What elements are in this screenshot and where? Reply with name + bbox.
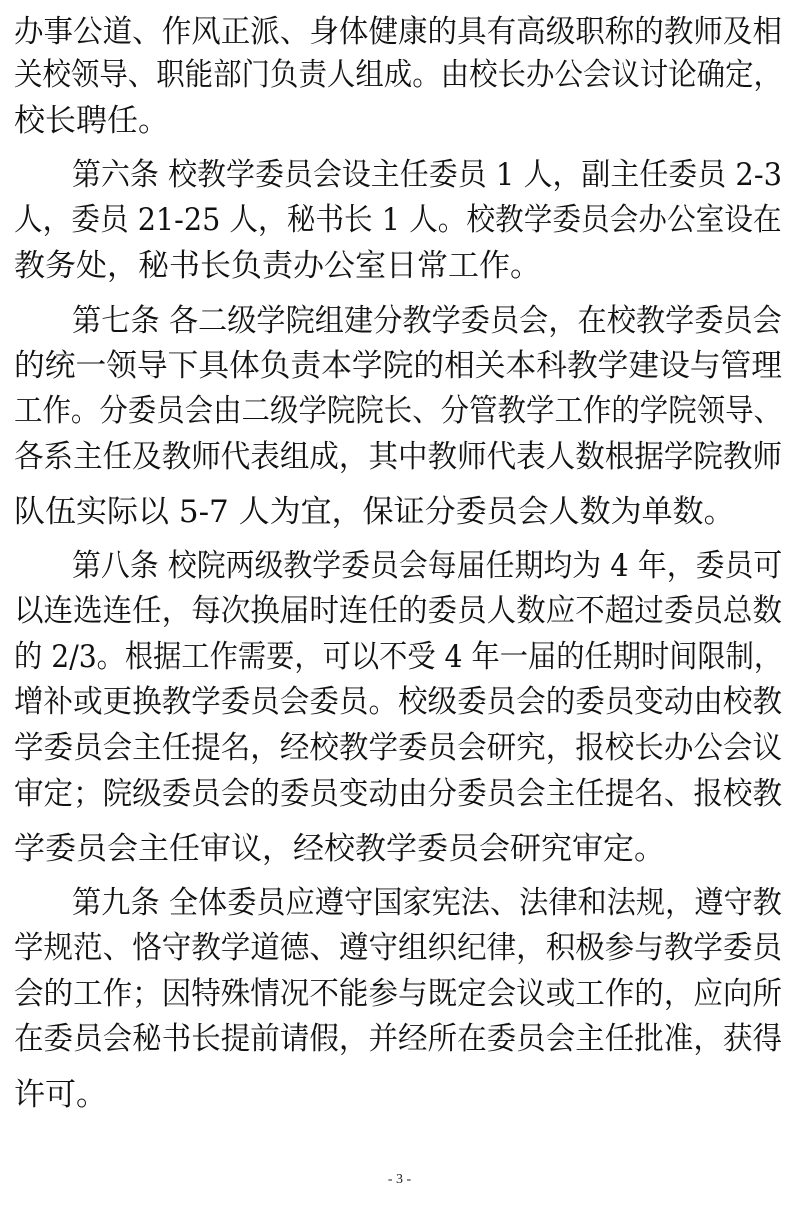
text-line: 关校领导、职能部门负责人组成。由校长办公会议讨论确定， bbox=[14, 57, 782, 93]
text-line: 学委员会主任审议，经校教学委员会研究审定。 bbox=[14, 831, 665, 867]
text-line: 队伍实际以 5-7 人为宜，保证分委员会人数为单数。 bbox=[14, 494, 735, 530]
page-number: - 3 - bbox=[387, 1172, 412, 1187]
text-line: 教务处，秘书长负责办公室日常工作。 bbox=[14, 248, 541, 284]
text-line: 学委员会主任提名，经校教学委员会研究，报校长办公会议 bbox=[14, 730, 782, 766]
text-line: 增补或更换教学委员会委员。校级委员会的委员变动由校教 bbox=[14, 684, 782, 720]
text-line: 会的工作；因特殊情况不能参与既定会议或工作的，应向所 bbox=[14, 976, 782, 1012]
text-line: 学规范、恪守教学道德、遵守组织纪律，积极参与教学委员 bbox=[14, 930, 782, 966]
text-line: 以连选连任，每次换届时连任的委员人数应不超过委员总数 bbox=[14, 593, 782, 629]
text-line: 的 2/3。根据工作需要，可以不受 4 年一届的任期时间限制， bbox=[14, 639, 783, 675]
text-line: 在委员会秘书长提前请假，并经所在委员会主任批准，获得 bbox=[14, 1021, 782, 1057]
text-line: 第九条 全体委员应遵守国家宪法、法律和法规，遵守教 bbox=[72, 885, 782, 921]
text-line: 许可。 bbox=[14, 1077, 107, 1113]
text-line: 的统一领导下具体负责本学院的相关本科教学建设与管理 bbox=[14, 348, 782, 384]
text-line: 第八条 校院两级教学委员会每届任期均为 4 年，委员可 bbox=[72, 548, 783, 584]
text-line: 第七条 各二级学院组建分教学委员会，在校教学委员会 bbox=[72, 303, 782, 339]
text-line: 校长聘任。 bbox=[14, 103, 169, 139]
text-line: 第六条 校教学委员会设主任委员 1 人，副主任委员 2-3 bbox=[72, 157, 783, 193]
text-line: 各系主任及教师代表组成，其中教师代表人数根据学院教师 bbox=[14, 439, 782, 475]
text-line: 工作。分委员会由二级学院院长、分管教学工作的学院领导、 bbox=[14, 393, 782, 429]
text-line: 人，委员 21-25 人，秘书长 1 人。校教学委员会办公室设在 bbox=[14, 202, 782, 238]
text-line: 办事公道、作风正派、身体健康的具有高级职称的教师及相 bbox=[14, 14, 782, 50]
text-line: 审定；院级委员会的委员变动由分委员会主任提名、报校教 bbox=[14, 776, 782, 812]
